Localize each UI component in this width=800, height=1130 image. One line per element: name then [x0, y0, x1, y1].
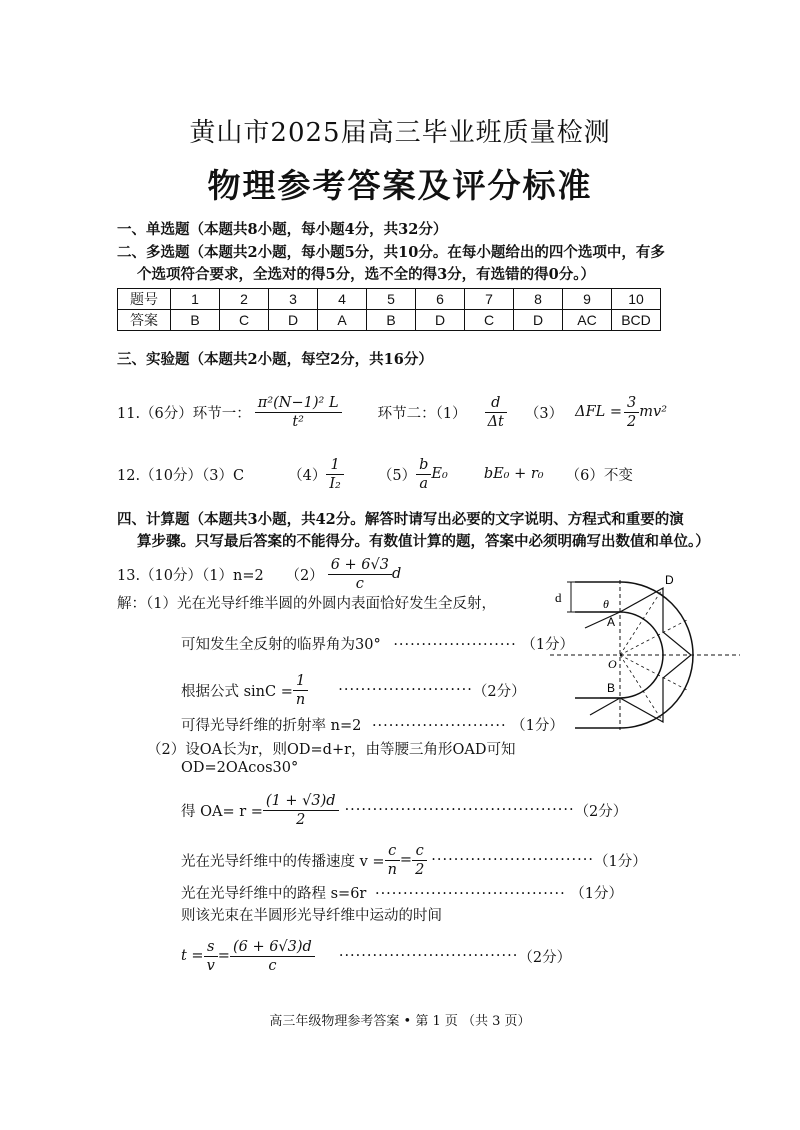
q12-formula-4-num: 1	[326, 457, 344, 475]
q12-part5: （5）	[377, 467, 417, 484]
velocity-den-1: n	[387, 861, 397, 878]
solution-line-10: 则该光束在半圆形光导纤维中运动的时间	[181, 908, 442, 924]
label-D: D	[665, 573, 674, 587]
q11-formula-3-den: 2	[627, 413, 637, 430]
time-formula-1	[204, 939, 218, 974]
q12-label: 12.（10分）（3）C	[117, 467, 245, 484]
question-13	[117, 552, 401, 596]
question-11	[117, 390, 667, 434]
table-row	[118, 310, 661, 331]
time-den-1: v	[206, 957, 215, 974]
velocity-num-2: c	[412, 843, 427, 861]
time-num-2: (6 + 6√3)d	[230, 939, 315, 957]
solution-line-3: 根据公式 sinC = $\frac{1}{n}$ ························ （2分）	[181, 672, 526, 708]
label-B: B	[607, 681, 616, 695]
velocity-formula-1	[385, 843, 400, 878]
solution-line-4: 可得光导纤维的折射率 n=2 ························ （1分）	[181, 718, 564, 734]
solution-line-1: 解：（1）光在光导纤维半圆的外圆内表面恰好发生全反射，	[117, 596, 496, 612]
table-cell: B	[171, 310, 220, 331]
table-cell: C	[465, 310, 514, 331]
table-row	[118, 289, 661, 310]
sinC-num: 1	[293, 673, 308, 691]
table-cell: 6	[416, 289, 465, 310]
solution-text: 根据公式 sinC =	[181, 683, 293, 700]
OA-den: 2	[296, 811, 306, 828]
table-cell: 答案	[118, 310, 171, 331]
solution-line-2: 可知发生全反射的临界角为30° ······················ （1分）	[181, 637, 575, 653]
time-formula-2	[230, 939, 315, 974]
exit-ray	[590, 698, 620, 715]
q11-formula-3-right: mv²	[639, 404, 668, 420]
time-den-2: c	[268, 957, 277, 974]
q12-formula-5b: bE₀ + r₀	[483, 466, 544, 482]
section-multi-choice: 二、多选题（本题共2小题，每小题5分，共10分。在每小题给出的四个选项中，有多	[117, 244, 665, 261]
q11-formula-3	[624, 395, 639, 430]
q13-answer-tail: d	[391, 566, 402, 582]
q11-part2: 环节二：（1）	[377, 405, 467, 422]
table-cell: D	[269, 310, 318, 331]
velocity-formula-2	[412, 843, 427, 878]
table-cell: 3	[269, 289, 318, 310]
q11-formula-2-den: Δt	[487, 413, 504, 430]
table-cell: 8	[514, 289, 563, 310]
solution-text: 光在光导纤维中的传播速度 v =	[181, 853, 385, 870]
label-d: d	[555, 590, 562, 605]
table-cell: BCD	[612, 310, 661, 331]
solution-line-5: （2）设OA长为r，则OD=d+r，由等腰三角形OAD可知	[147, 742, 516, 758]
answer-key-title: 物理参考答案及评分标准	[207, 166, 593, 205]
label-O: O	[608, 657, 617, 671]
table-cell: 4	[318, 289, 367, 310]
q11-formula-3-num: 3	[624, 395, 639, 413]
solution-line-8: 光在光导纤维中的传播速度 v = $\frac{c}{n}$ = $\frac{c}{2}$ ····························· （1分）	[181, 842, 647, 878]
sinC-den: n	[295, 691, 306, 708]
q13-label: 13.（10分）（1）n=2 （2）	[117, 567, 324, 584]
solution-text: 得 OA= r =	[181, 803, 263, 820]
solution-text: 光在光导纤维中的路程 s=6r	[181, 886, 367, 902]
section-calculation: 四、计算题（本题共3小题，共42分。解答时请写出必要的文字说明、方程式和重要的演	[117, 511, 684, 528]
answer-table	[117, 288, 661, 331]
score-label: （1分）	[521, 637, 575, 653]
q12-part6: （6）不变	[565, 467, 633, 484]
solution-line-11: t = $\frac{s}{v}$ = $\frac{(6 + 6√3)d}{c}$ ································ （2分）	[181, 938, 572, 974]
table-cell: D	[416, 310, 465, 331]
table-cell: 1	[171, 289, 220, 310]
q12-formula-4	[326, 457, 344, 492]
q13-answer-num: 6 + 6√3	[328, 557, 392, 575]
radial-line	[620, 620, 687, 655]
OA-formula	[263, 793, 339, 828]
q11-formula-3-left: ΔFL =	[575, 404, 623, 420]
table-cell: 7	[465, 289, 514, 310]
q12-formula-5-den: a	[419, 475, 429, 492]
table-cell: D	[514, 310, 563, 331]
label-A: A	[607, 615, 616, 629]
question-12	[117, 452, 633, 496]
score-label: （2分）	[472, 683, 526, 700]
time-num-1: s	[204, 939, 218, 957]
velocity-num-1: c	[385, 843, 400, 861]
table-cell: 2	[220, 289, 269, 310]
table-cell: B	[367, 310, 416, 331]
table-cell: 9	[563, 289, 612, 310]
table-cell: 10	[612, 289, 661, 310]
velocity-den-2: 2	[415, 861, 425, 878]
q11-label: 11.（6分）环节一：	[117, 405, 251, 422]
table-cell: AC	[563, 310, 612, 331]
solution-text: 可知发生全反射的临界角为30°	[181, 637, 381, 653]
q11-formula-1-den: t²	[292, 413, 304, 430]
q13-answer-formula	[328, 557, 392, 592]
solution-line-9: 光在光导纤维中的路程 s=6r ·································· （1分）	[181, 886, 624, 902]
score-label: （1分）	[593, 853, 647, 870]
q11-formula-2-num: d	[485, 395, 507, 413]
score-label: （1分）	[511, 718, 564, 734]
table-cell: A	[318, 310, 367, 331]
solution-text: 可得光导纤维的折射率 n=2	[181, 718, 362, 734]
score-label: （2分）	[518, 949, 572, 966]
exam-title: 黄山市2025届高三毕业班质量检测	[189, 118, 611, 148]
table-cell: C	[220, 310, 269, 331]
score-label: （2分）	[574, 803, 628, 820]
solution-line-6: OD=2OAcos30°	[181, 760, 299, 776]
page-footer: 高三年级物理参考答案 • 第 1 页 （共 3 页）	[269, 1014, 531, 1029]
q12-formula-5	[416, 457, 431, 492]
section-calculation-cont: 算步骤。只写最后答案的不能得分。有数值计算的题，答案中必须明确写出数值和单位。）	[137, 533, 710, 550]
q11-formula-1-num: π²(N−1)² L	[255, 395, 342, 413]
section-multi-choice-cont: 个选项符合要求，全选对的得5分，选不全的得3分，有选错的得0分。）	[137, 266, 596, 283]
q11-formula-2	[485, 395, 507, 430]
radial-line	[620, 655, 663, 722]
section-single-choice: 一、单选题（本题共8小题，每小题4分，共32分）	[117, 221, 448, 238]
radial-line	[620, 655, 687, 690]
q12-formula-5-num: b	[416, 457, 431, 475]
q12-part4: （4）	[288, 467, 327, 484]
solution-text: t =	[181, 948, 204, 964]
solution-line-7: 得 OA= r = $\frac{(1 + √3)d}{2}$ ········································· （2分）	[181, 792, 628, 828]
table-cell: 5	[367, 289, 416, 310]
q11-formula-1	[255, 395, 342, 430]
q13-answer-den: c	[355, 575, 364, 592]
OA-num: (1 + √3)d	[263, 793, 339, 811]
q11-part3: （3）	[524, 405, 564, 422]
table-cell: 题号	[118, 289, 171, 310]
section-experiment: 三、实验题（本题共2小题，每空2分，共16分）	[117, 351, 433, 368]
sinC-formula	[293, 673, 308, 708]
optical-fiber-diagram	[545, 570, 745, 735]
q12-formula-4-den: I₂	[329, 475, 341, 492]
label-theta: θ	[603, 597, 609, 611]
score-label: （1分）	[570, 886, 624, 902]
q12-formula-5-tail: E₀	[431, 466, 448, 482]
radial-line	[620, 588, 663, 655]
